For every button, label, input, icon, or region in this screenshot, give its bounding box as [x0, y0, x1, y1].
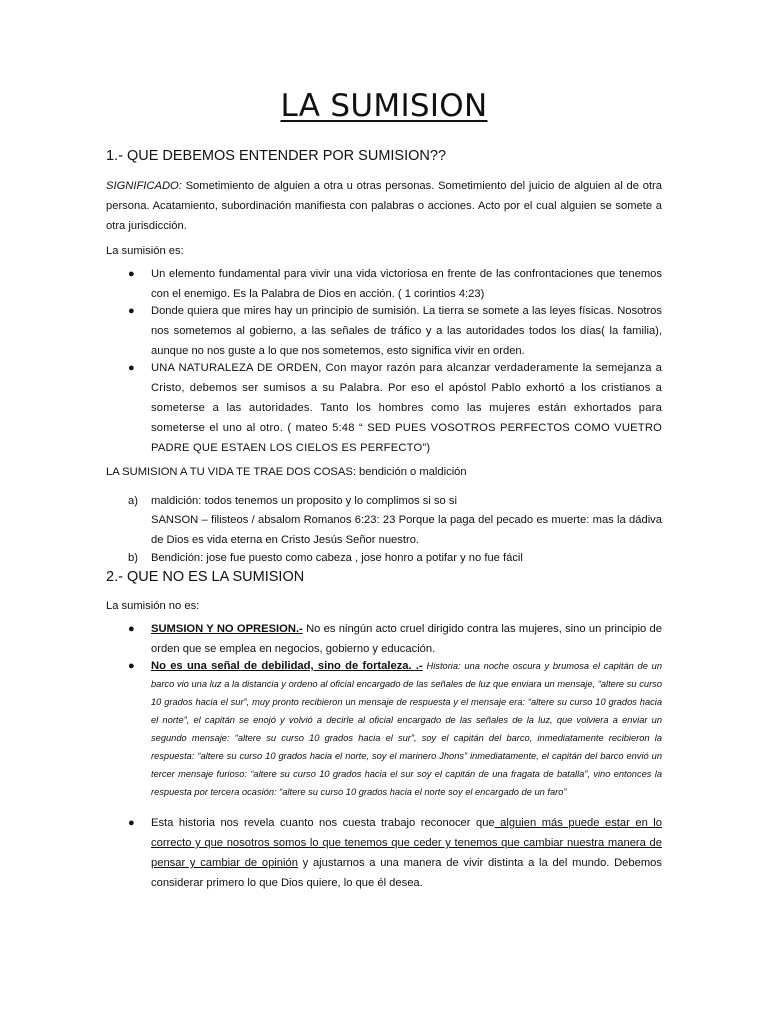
list-item: ● Esta historia nos revela cuanto nos cuesta trabajo reconocer que alguien más puede estar en lo correcto y que nosotros somos lo que tenemos que ceder y tenemos que cambiar nuestra manera de pensar y cambiar de opinión y ajustarnos a una manera de vivir distinta a la del mundo. Debemos considerar primero lo que Dios quiere, lo que él desea. [106, 813, 662, 893]
section-2-intro: La sumisión no es: [106, 600, 200, 612]
bullet-icon: ● [128, 268, 135, 280]
page-title: LA SUMISION [280, 88, 488, 124]
definition-paragraph [106, 176, 662, 236]
section-1-bullet-list [106, 264, 662, 458]
bullet-icon: ● [128, 305, 135, 317]
underlined-text: alguien más puede estar en lo correcto y que nosotros somos lo que tenemos que ceder y tenemos que cambiar nuestra manera de pensar y cambiar de opinión [151, 817, 662, 869]
section-1-heading: 1.- QUE DEBEMOS ENTENDER POR SUMISION?? [106, 148, 447, 164]
section-1-intro: La sumisión es: [106, 245, 184, 257]
bullet-label: SUMSION Y NO OPRESION.- [151, 623, 303, 635]
list-item [106, 657, 662, 801]
bullet-icon: ● [128, 817, 135, 829]
list-marker: b) [128, 552, 138, 564]
list-item: ● Un elemento fundamental para vivir una vida victoriosa en frente de las confrontaciones que tenemos con el enemigo. Es la Palabra de Dios en acción. ( 1 corintios 4:23) [106, 264, 662, 304]
definition-label: SIGNIFICADO: [106, 180, 182, 192]
bullet-icon: ● [128, 623, 135, 635]
trae-line: LA SUMISION A TU VIDA TE TRAE DOS COSAS: bendición o maldición [106, 466, 467, 478]
list-item: ● Donde quiera que mires hay un principio de sumisión. La tierra se somete a las leyes físicas. Nosotros nos sometemos al gobierno, a las señales de tráfico y a las autoridades todos los días( la familia), aunque no nos guste a lo que nos sometemos, esto significa vivir en orden. [106, 301, 662, 361]
section-2-heading: 2.- QUE NO ES LA SUMISION [106, 569, 305, 585]
list-item: a) maldición: todos tenemos un proposito y lo complimos si so si SANSON – filisteos / absalom Romanos 6:23: 23 Porque la paga del pecado es muerte: mas la dádiva de Dios es vida eterna en Cristo Jesús Señor nuestro. [128, 495, 662, 546]
list-item: b) Bendición: jose fue puesto como cabeza , jose honro a potifar y no fue fácil [106, 550, 662, 567]
bullet-icon: ● [128, 362, 135, 374]
consequence-list [106, 493, 662, 567]
list-item: ● UNA NATURALEZA DE ORDEN, Con mayor razón para alcanzar verdaderamente la semejanza a Cristo, debemos ser sumisos a su Palabra. Por eso el apóstol Pablo exhortó a los cristianos a someterse a las autoridades. Tanto los hombres como las mujeres están exhortados para someterse el uno al otro. ( mateo 5:48 “ SED PUES VOSOTROS PERFECTOS COMO VUETRO PADRE QUE ESTAEN LOS CIELOS ES PERFECTO”) [106, 358, 662, 458]
story-text: Historia: una noche oscura y brumosa el capitán de un barco vio una luz a la distancia y ordeno al oficial encargado de las señales de luz que enviara un mensaje, “altere su curso 10 grados hacia el sur”, muy pronto recibieron un mensaje de respuesta y el mensaje era: “altere su curso 10 grados hacia el norte”, el capitán se enojó y volvió a decirle al oficial encargado de las señales de la luz, que volviera a enviar un segundo mensaje: “altere su curso 10 grados hacia el sur”, soy el capitán del barco, inmediatamente recibieron la respuesta: “altere su curso 10 grados hacia el norte, soy el marinero Jhons” inmediatamente, el capitán del barco envió un tercer mensaje furioso: “altere su curso 10 grados hacia el sur soy el capitán de una fragata de batalla”, vino entonces la respuesta por tercera ocasión: “altere su curso 10 grados hacia el norte soy el encargado de un faro” [151, 661, 662, 797]
list-item: ● SUMSION Y NO OPRESION.- No es ningún acto cruel dirigido contra las mujeres, sino un principio de orden que se emplea en negocios, gobierno y educación. [106, 619, 662, 659]
bullet-label: No es una señal de debilidad, sino de fortaleza. .- [151, 660, 423, 672]
bullet-icon: ● [128, 660, 135, 672]
section-2-bullet-list [106, 619, 662, 893]
definition-text: Sometimiento de alguien a otra u otras personas. Sometimiento del juicio de alguien al de otra persona. Acatamiento, subordinación manifiesta con palabras o acciones. Acto por el cual alguien se somete a otra jurisdicción. [106, 180, 662, 232]
list-marker: a) [128, 495, 138, 507]
